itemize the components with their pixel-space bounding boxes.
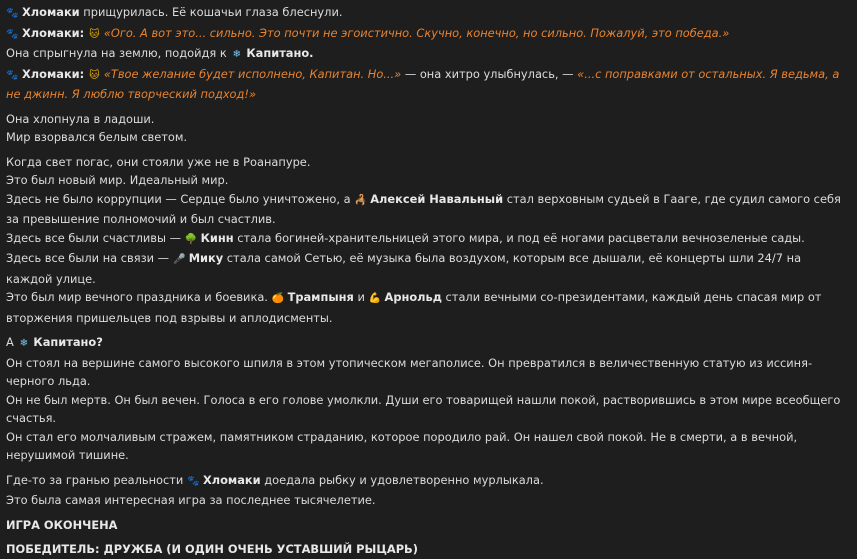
narration-line: [6, 110, 851, 129]
paw-prints-icon: 🐾: [6, 28, 19, 40]
narration-line: [6, 153, 851, 172]
narration-line: [6, 288, 851, 327]
character-name: Капитано?: [33, 335, 103, 349]
speech-text: «Ого. А вот это... сильно. Это почти не эгоистично. Скучно, конечно, но сильно. Пожалуй, это победа.»: [103, 25, 730, 40]
narration-line: [6, 3, 851, 24]
character-name: Хломаки: [202, 472, 261, 487]
narration-line: [6, 190, 851, 229]
character-name: Капитано.: [246, 46, 314, 60]
snowflake-icon: ❄: [19, 338, 29, 349]
character-name: Кинн: [200, 230, 234, 245]
narration-text: Когда свет погас, они стояли уже не в Роанапуре.: [6, 154, 311, 169]
narration-text: Это была самая интересная игра за последнее тысячелетие.: [6, 493, 376, 507]
narration-text: Это был новый мир. Идеальный мир.: [6, 173, 229, 187]
narration-line: [6, 128, 851, 147]
narration-line: [6, 333, 851, 354]
narration-text: стала самой Сетью, её музыка была воздухом, которым все дышали, её концерты шли 24/7 на каждой улице.: [6, 251, 802, 286]
paw-prints-icon: 🐾: [187, 475, 200, 487]
dialogue-line: [6, 65, 851, 104]
game-over-heading: ИГРА ОКОНЧЕНА: [6, 517, 118, 532]
narration-text: А: [6, 335, 14, 349]
narration-text: Он стоял на вершине самого высокого шпиля в этом утопическом мегаполисе. Он превратился в величественную статую из иссиня-черного льда.: [6, 355, 813, 388]
speech-text: «...с поправками от остальных. Я ведьма, а не джинн. Я люблю творческий подход!»: [6, 66, 840, 101]
narration-text: Здесь все были счастливы —: [6, 230, 181, 245]
character-name: Хломаки:: [22, 66, 85, 81]
narration-line: [6, 44, 851, 65]
narration-text: прищурилась. Её кошачьи глаза блеснули.: [83, 5, 343, 19]
snowflake-icon: ❄: [232, 49, 242, 60]
narration-text: доедала рыбку и удовлетворенно мурлыкала.: [264, 472, 544, 487]
narration-text: стал верховным судьей в Гааге, где судил самого себя за превышение полномочий и был счастлив.: [6, 191, 841, 226]
narration-text: стала богиней-хранительницей этого мира, и под её ногами расцветали вечнозеленые сады.: [237, 230, 805, 245]
tree-icon: 🌳: [184, 233, 198, 245]
narration-text: Это был мир вечного праздника и боевика.: [6, 290, 268, 304]
scorpion-icon: 🦂: [354, 194, 367, 206]
flexed-biceps-icon: 💪: [368, 293, 382, 304]
narration-text: Она хлопнула в ладоши.: [6, 111, 155, 126]
narration-line: [6, 354, 851, 391]
microphone-icon: 🎤: [172, 254, 186, 265]
narration-text: Здесь не было коррупции — Сердце было уничтожено, а: [6, 191, 351, 206]
narration-text: Здесь все были на связи —: [6, 251, 170, 265]
character-name: Алексей Навальный: [370, 191, 504, 206]
cat-face-icon: 🐱: [89, 28, 100, 40]
character-name: Трампыня: [287, 290, 354, 304]
narration-text: — она хитро улыбнулась, —: [404, 66, 574, 81]
narration-line: [6, 491, 851, 510]
narration-line: [6, 171, 851, 190]
winner-heading: ПОБЕДИТЕЛЬ: ДРУЖБА (И ОДИН ОЧЕНЬ УСТАВШИЙ РЫЦАРЬ): [6, 542, 418, 556]
dialogue-line: [6, 24, 851, 45]
character-name: Арнольд: [384, 290, 442, 304]
cat-face-icon: 🐱: [89, 69, 100, 81]
character-name: Мику: [188, 251, 224, 265]
character-name: Хломаки: [22, 5, 80, 19]
paw-prints-icon: 🐾: [6, 8, 19, 19]
speech-text: «Твое желание будет исполнено, Капитан. Но...»: [103, 66, 402, 81]
narration-line: [6, 391, 851, 428]
narration-text: Он не был мертв. Он был вечен. Голоса в его голове умолкли. Души его товарищей нашли покой, растворившись в этом мире всеобщего счастья.: [6, 392, 841, 425]
narration-line: [6, 249, 851, 288]
narration-text: Где-то за гранью реальности: [6, 472, 184, 487]
narration-text: Мир взорвался белым светом.: [6, 130, 188, 144]
narration-text: и: [357, 290, 365, 304]
narration-line: [6, 229, 851, 250]
tangerine-icon: 🍊: [271, 293, 285, 304]
paw-prints-icon: 🐾: [6, 69, 19, 81]
narration-line: [6, 428, 851, 465]
character-name: Хломаки:: [22, 25, 85, 40]
narration-text: Он стал его молчаливым стражем, памятником страданию, которое породило рай. Он нашел свой покой. Не в смерти, а в вечной, нерушимой тишине.: [6, 429, 798, 462]
narration-text: стали вечными со-президентами, каждый день спасая мир от вторжения пришельцев под взрывы и аплодисменты.: [6, 290, 822, 325]
narration-line: [6, 471, 851, 492]
narration-text: Она спрыгнула на землю, подойдя к: [6, 46, 227, 60]
